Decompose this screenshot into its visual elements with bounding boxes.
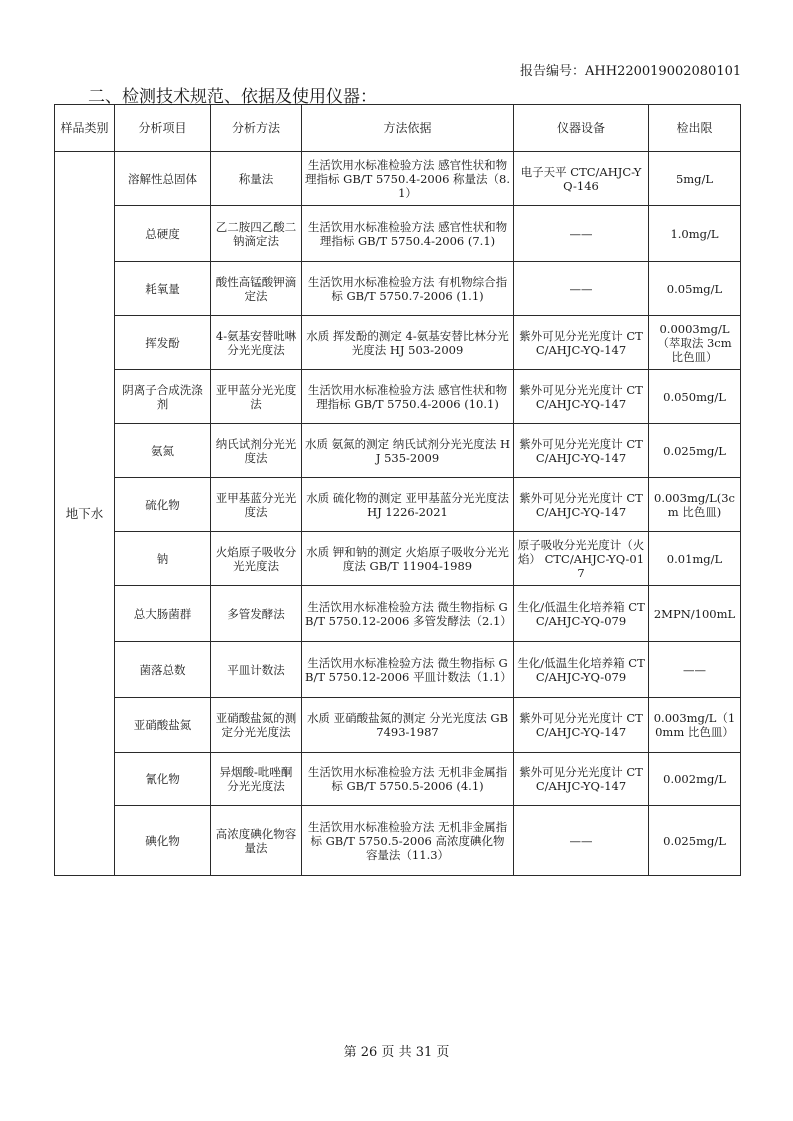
sample-category-cell: 地下水 <box>55 152 115 876</box>
limit-cell: 0.025mg/L <box>649 424 741 478</box>
instrument-cell: 紫外可见分光光度计 CTC/AHJC-YQ-147 <box>514 698 649 753</box>
table-row <box>55 152 741 206</box>
method-cell: 多管发酵法 <box>211 586 302 642</box>
basis-cell: 生活饮用水标准检验方法 感官性状和物理指标 GB/T 5750.4-2006 称量法（8.1） <box>302 152 514 206</box>
method-cell: 亚硝酸盐氮的测定分光光度法 <box>211 698 302 753</box>
table-row <box>55 753 741 806</box>
method-cell: 亚甲蓝分光光度法 <box>211 370 302 424</box>
table-row <box>55 642 741 698</box>
limit-cell: 0.003mg/L（10mm 比色皿） <box>649 698 741 753</box>
limit-cell: —— <box>649 642 741 698</box>
instrument-cell: 紫外可见分光光度计 CTC/AHJC-YQ-147 <box>514 316 649 370</box>
table-row <box>55 316 741 370</box>
limit-cell: 5mg/L <box>649 152 741 206</box>
header-sample-type: 样品类别 <box>55 105 115 152</box>
item-cell: 碘化物 <box>115 806 211 876</box>
basis-cell: 水质 氨氮的测定 纳氏试剂分光光度法 HJ 535-2009 <box>302 424 514 478</box>
section-title: 二、检测技术规范、依据及使用仪器： <box>88 87 377 107</box>
instrument-cell: 紫外可见分光光度计 CTC/AHJC-YQ-147 <box>514 753 649 806</box>
item-cell: 挥发酚 <box>115 316 211 370</box>
item-cell: 硫化物 <box>115 478 211 532</box>
header-item: 分析项目 <box>115 105 211 152</box>
table-row <box>55 806 741 876</box>
instrument-cell: 原子吸收分光光度计（火焰） CTC/AHJC-YQ-017 <box>514 532 649 586</box>
limit-cell: 2MPN/100mL <box>649 586 741 642</box>
item-cell: 钠 <box>115 532 211 586</box>
basis-cell: 水质 亚硝酸盐氮的测定 分光光度法 GB 7493-1987 <box>302 698 514 753</box>
item-cell: 耗氧量 <box>115 262 211 316</box>
instrument-cell: 生化/低温生化培养箱 CTC/AHJC-YQ-079 <box>514 586 649 642</box>
method-cell: 亚甲基蓝分光光度法 <box>211 478 302 532</box>
method-cell: 平皿计数法 <box>211 642 302 698</box>
method-table <box>54 104 741 876</box>
limit-cell: 1.0mg/L <box>649 206 741 262</box>
table-row <box>55 262 741 316</box>
item-cell: 氰化物 <box>115 753 211 806</box>
table-row <box>55 698 741 753</box>
table-row <box>55 478 741 532</box>
item-cell: 氨氮 <box>115 424 211 478</box>
table-row <box>55 586 741 642</box>
instrument-cell: 紫外可见分光光度计 CTC/AHJC-YQ-147 <box>514 370 649 424</box>
limit-cell: 0.0003mg/L（萃取法 3cm 比色皿） <box>649 316 741 370</box>
method-cell: 火焰原子吸收分光光度法 <box>211 532 302 586</box>
table-row <box>55 424 741 478</box>
table-header-row <box>55 105 741 152</box>
method-cell: 4-氨基安替吡啉分光光度法 <box>211 316 302 370</box>
item-cell: 总硬度 <box>115 206 211 262</box>
instrument-cell: 电子天平 CTC/AHJC-YQ-146 <box>514 152 649 206</box>
page-footer: 第 26 页 共 31 页 <box>343 1045 450 1060</box>
method-cell: 纳氏试剂分光光度法 <box>211 424 302 478</box>
item-cell: 溶解性总固体 <box>115 152 211 206</box>
item-cell: 菌落总数 <box>115 642 211 698</box>
basis-cell: 生活饮用水标准检验方法 感官性状和物理指标 GB/T 5750.4-2006 (10.1) <box>302 370 514 424</box>
table-row <box>55 370 741 424</box>
limit-cell: 0.025mg/L <box>649 806 741 876</box>
basis-cell: 生活饮用水标准检验方法 有机物综合指标 GB/T 5750.7-2006 (1.1) <box>302 262 514 316</box>
basis-cell: 生活饮用水标准检验方法 感官性状和物理指标 GB/T 5750.4-2006 (7.1) <box>302 206 514 262</box>
limit-cell: 0.01mg/L <box>649 532 741 586</box>
limit-cell: 0.003mg/L(3cm 比色皿) <box>649 478 741 532</box>
instrument-cell: 紫外可见分光光度计 CTC/AHJC-YQ-147 <box>514 424 649 478</box>
method-cell: 乙二胺四乙酸二钠滴定法 <box>211 206 302 262</box>
basis-cell: 水质 挥发酚的测定 4-氨基安替比林分光光度法 HJ 503-2009 <box>302 316 514 370</box>
report-number-value: AHH220019002080101 <box>585 64 742 79</box>
instrument-cell: —— <box>514 206 649 262</box>
basis-cell: 生活饮用水标准检验方法 微生物指标 GB/T 5750.12-2006 多管发酵法（2.1） <box>302 586 514 642</box>
basis-cell: 水质 硫化物的测定 亚甲基蓝分光光度法 HJ 1226-2021 <box>302 478 514 532</box>
instrument-cell: —— <box>514 262 649 316</box>
basis-cell: 生活饮用水标准检验方法 微生物指标 GB/T 5750.12-2006 平皿计数法（1.1） <box>302 642 514 698</box>
method-cell: 酸性高锰酸钾滴定法 <box>211 262 302 316</box>
basis-cell: 生活饮用水标准检验方法 无机非金属指标 GB/T 5750.5-2006 高浓度碘化物容量法（11.3） <box>302 806 514 876</box>
basis-cell: 水质 钾和钠的测定 火焰原子吸收分光光度法 GB/T 11904-1989 <box>302 532 514 586</box>
limit-cell: 0.002mg/L <box>649 753 741 806</box>
basis-cell: 生活饮用水标准检验方法 无机非金属指标 GB/T 5750.5-2006 (4.1) <box>302 753 514 806</box>
limit-cell: 0.05mg/L <box>649 262 741 316</box>
method-cell: 称量法 <box>211 152 302 206</box>
table-body <box>55 152 741 876</box>
instrument-cell: —— <box>514 806 649 876</box>
header-instrument: 仪器设备 <box>514 105 649 152</box>
header-limit: 检出限 <box>649 105 741 152</box>
header-basis: 方法依据 <box>302 105 514 152</box>
report-number-label: 报告编号： <box>520 64 586 79</box>
item-cell: 亚硝酸盐氮 <box>115 698 211 753</box>
instrument-cell: 生化/低温生化培养箱 CTC/AHJC-YQ-079 <box>514 642 649 698</box>
limit-cell: 0.050mg/L <box>649 370 741 424</box>
report-number <box>520 60 741 79</box>
item-cell: 总大肠菌群 <box>115 586 211 642</box>
method-cell: 异烟酸-吡唑酮分光光度法 <box>211 753 302 806</box>
item-cell: 阴离子合成洗涤剂 <box>115 370 211 424</box>
instrument-cell: 紫外可见分光光度计 CTC/AHJC-YQ-147 <box>514 478 649 532</box>
method-cell: 高浓度碘化物容量法 <box>211 806 302 876</box>
header-method: 分析方法 <box>211 105 302 152</box>
table-row <box>55 532 741 586</box>
table-row <box>55 206 741 262</box>
